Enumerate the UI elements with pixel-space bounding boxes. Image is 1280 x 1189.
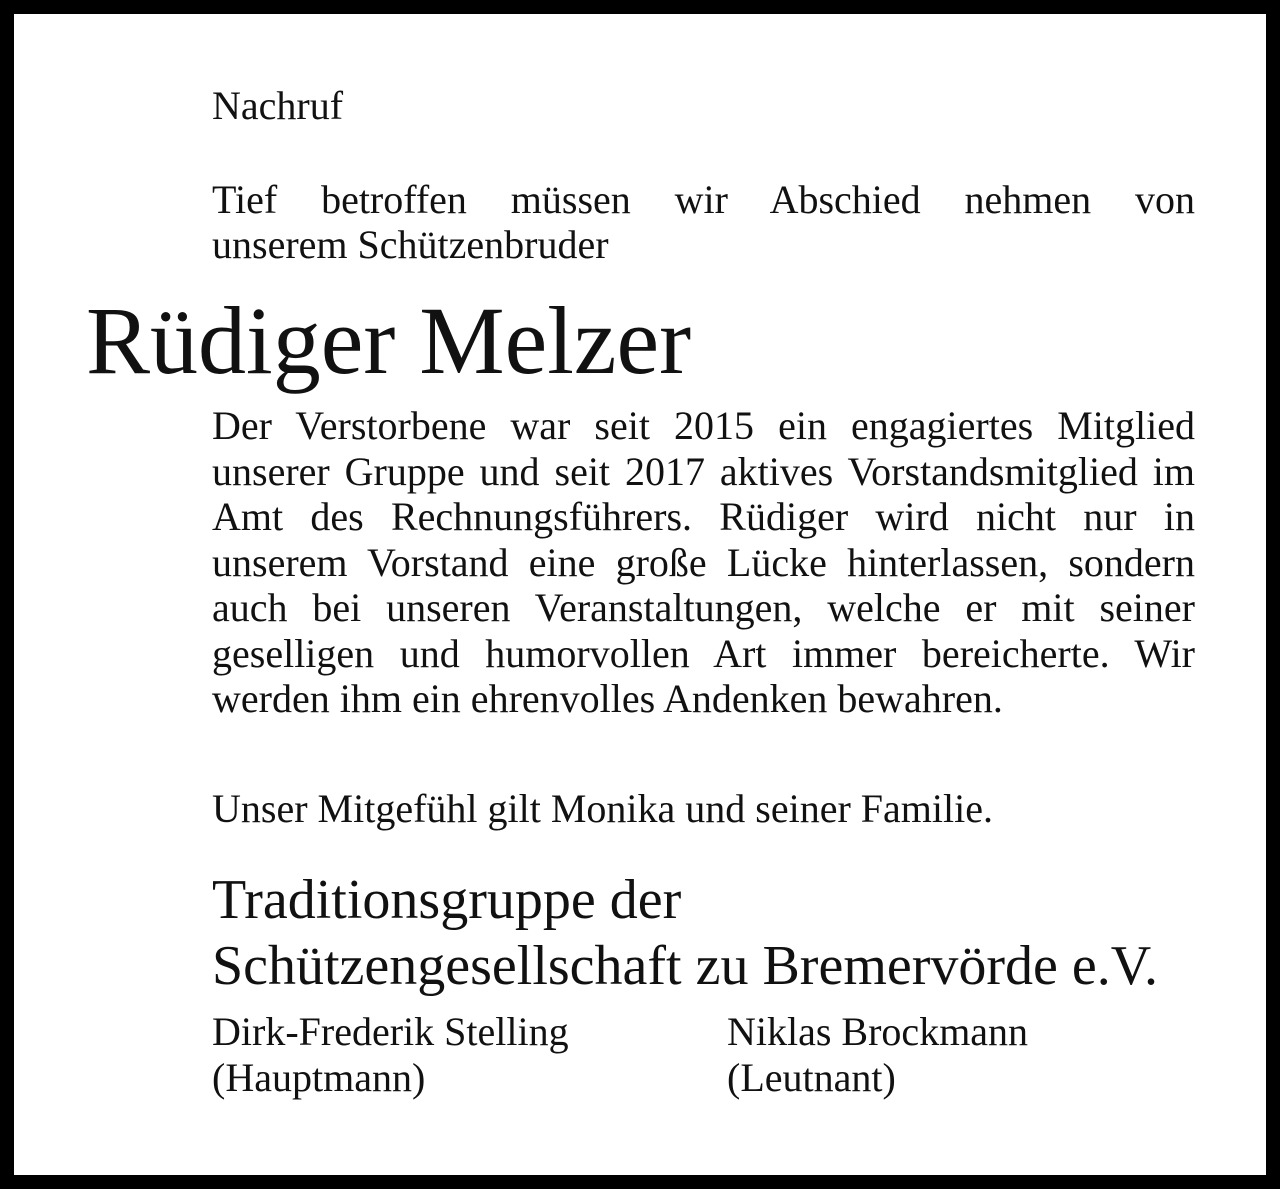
deceased-name: Rüdiger Melzer [86, 287, 692, 394]
signatory-name: Niklas Brockmann [727, 1009, 1029, 1054]
signatory-role: (Hauptmann) [212, 1055, 426, 1100]
organization-line-2: Schützengesellschaft zu Bremervörde e.V. [212, 935, 1158, 997]
organization-line-1: Traditionsgruppe der [212, 869, 682, 931]
intro-text [212, 177, 1195, 267]
obituary-notice [14, 14, 1266, 1175]
intro-line-1: Tief betroffen müssen wir Abschied nehmen von [212, 177, 1195, 222]
signatory-name: Dirk-Frederik Stelling [212, 1009, 569, 1054]
signatory-2 [727, 1009, 1028, 1101]
intro-line-2: unserem Schützenbruder [212, 222, 609, 267]
obituary-body: Der Verstorbene war seit 2015 ein engagiertes Mitglied unserer Gruppe und seit 2017 aktives Vorstandsmitglied im Amt des Rechnungsführers. Rüdiger wird nicht nur in unserem Vorstand eine große Lücke hinterlassen, sondern auch bei unseren Veranstaltungen, welche er mit seiner geselligen und humorvollen Art immer bereicherte. Wir werden ihm ein ehrenvolles Andenken bewahren. [212, 403, 1195, 721]
organization-name [212, 867, 1158, 999]
signatory-1 [212, 1009, 569, 1101]
notice-heading: Nachruf [212, 83, 344, 128]
condolence-text: Unser Mitgefühl gilt Monika und seiner Familie. [212, 786, 993, 831]
signatory-role: (Leutnant) [727, 1055, 896, 1100]
